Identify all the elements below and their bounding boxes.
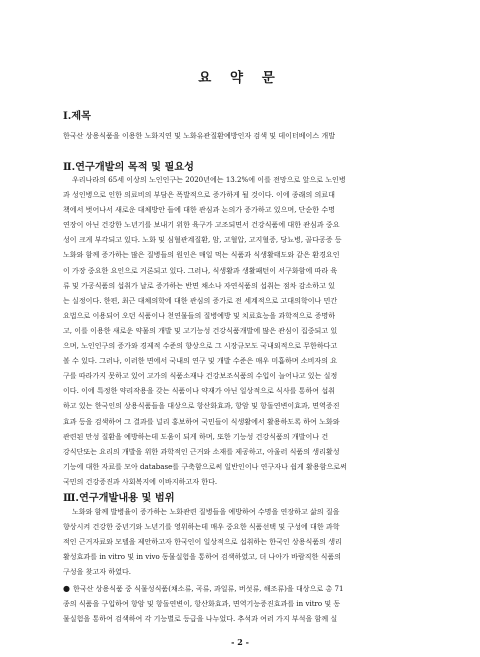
paragraph-line: 구성을 찾고자 하였다. <box>63 567 131 577</box>
section-scope-body <box>63 504 420 579</box>
section-title-body <box>63 128 420 143</box>
paragraph-line: 이 가장 중요한 요인으로 거론되고 있다. 그러나, 식생활과 생활패턴이 서구화함에 따라 육 <box>63 265 338 275</box>
section-purpose-body <box>63 172 420 489</box>
paragraph-line: 우리나라의 65세 이상의 노인인구는 2020년에는 13.2%에 이를 전망으로 앞으로 노인병 <box>72 175 346 184</box>
bullet-line <box>63 581 420 596</box>
paragraph-line: 볼 수 있다. 그러나, 이러한 면에서 국내의 연구 및 개발 수준은 매우 미흡하며 소비자의 요 <box>63 356 338 366</box>
paragraph-line: 관련된 만성 질환을 예방하는데 도움이 되게 하며, 또한 기능성 건강식품의 개발이나 건 <box>63 431 329 441</box>
paragraph-line: 적인 근거자료와 모델을 제안하고자 한국인이 일상적으로 섭취하는 한국인 상용식품의 생리 <box>63 537 342 547</box>
paragraph-line: 이다. 이에 특정한 약리작용을 갖는 식품이나 약재가 아닌 일상적으로 식사를 통하여 섭취 <box>63 386 335 396</box>
paragraph-line: 활성효과를 in vitro 및 in vivo 동물실험을 통하여 검색하였고, 더 나아가 바람직한 식품의 <box>63 552 342 562</box>
page-number: - 2 - <box>231 637 249 647</box>
paragraph-line: 노화와 함께 발병율이 증가하는 노화관련 질병들을 예방하여 수명을 연장하고 삶의 질을 <box>72 507 340 516</box>
paragraph-line: 향상시켜 건강한 중년기와 노년기를 영위하는데 매우 중요한 식품선택 및 구성에 대한 과학 <box>63 522 340 532</box>
paragraph-line: 노화와 함께 증가하는 많은 질병들의 원인은 매일 먹는 식품과 식생활태도와 같은 환경요인 <box>63 250 340 260</box>
paragraph-line: 책에서 벗어나서 새로운 대체방안 들에 대한 관심과 논의가 증가하고 있으며, 단순한 수명 <box>63 205 335 215</box>
section-heading-purpose: Ⅱ.연구개발의 목적 및 필요성 <box>63 161 195 173</box>
page-title: 요 약 문 <box>198 70 282 86</box>
section-heading-title: Ⅰ.제목 <box>63 110 91 122</box>
paragraph-line: 종의 식품을 구입하여 항암 및 항돌연변이, 항산화효과, 면역기능증진효과를 in vitro 및 동 <box>63 599 341 609</box>
paragraph-line: 성이 크게 부각되고 있다. 노화 및 심혈관계질환, 암, 고혈압, 고지혈증, 당뇨병, 골다공증 등 <box>63 235 342 245</box>
paragraph-line: 물실험을 통하여 검색하여 각 기능별로 등급을 나누었다. 추석과 여러 가지 부석을 함께 실 <box>63 614 338 624</box>
paragraph-line: 요법으로 이용되어 오던 식품이나 천연물들의 질병예방 및 치료효능을 과학적으로 증명하 <box>63 310 336 320</box>
paragraph-line: 류 및 가공식품의 섭취가 날로 증가하는 반면 채소나 자연식품의 섭취는 점차 감소하고 있 <box>63 280 335 290</box>
paragraph-line: 국민의 건강증진과 사회복지에 이바지하고자 한다. <box>63 476 218 486</box>
paragraph-line: 기능에 대한 자료를 모아 database를 구축함으로써 일반인이나 연구자나 쉽게 활용함으로써 <box>63 461 347 471</box>
paragraph-line: 으며, 노인인구의 증가와 경제적 수준의 향상으로 그 시장규모도 국내외적으로 무한하다고 <box>63 341 338 351</box>
paragraph-line: 구를 따라가지 못하고 있어 고가의 식품소재나 건강보조식품의 수입이 늘어나고 있는 실정 <box>63 371 338 381</box>
paragraph-line: 는 실정이다. 한편, 최근 대체의학에 대한 관심의 증가로 전 세계적으로 고대의학이나 민간 <box>63 295 338 305</box>
bullet-section-body <box>63 581 420 626</box>
paragraph-line: 한국산 상용식품 중 식물성식품(채소류, 곡류, 과일류, 버섯류, 해조류)을 대상으로 총 71 <box>72 584 344 593</box>
paragraph-line: 고, 이를 이용한 새로운 약물의 개발 및 고기능성 건강식품개발에 많은 관심이 집중되고 있 <box>63 325 338 335</box>
paragraph-line: 효과 등을 검색하여 그 결과를 널리 홍보하여 국민들이 식생활에서 활용하도록 하여 노화와 <box>63 416 340 426</box>
bullet-icon: ● <box>63 584 70 593</box>
paragraph-line: 한국산 상용식품을 이용한 노화지연 및 노화유관질환예방인자 검색 및 데이터베이스 개발 <box>63 131 336 140</box>
paragraph-line: 강식단또는 요리의 개발을 위한 과학적인 근거와 소재를 제공하고, 아울러 식품의 생리활성 <box>63 446 340 456</box>
paragraph-line: 하고 있는 한국인의 상용식품들을 대상으로 항산화효과, 항암 및 항돌연변이효과, 면역증진 <box>63 401 340 411</box>
section-heading-scope: Ⅲ.연구개발내용 및 범위 <box>63 492 175 504</box>
paragraph-line: 연장이 아닌 건강한 노년기를 보내기 위한 육구가 고조되면서 건강식품에 대한 관심과 중요 <box>63 220 340 230</box>
paragraph-line: 과 성인병으로 인한 의료비의 부담은 폭발적으로 증가하게 될 것이다. 이에 종래의 의료대 <box>63 190 335 200</box>
